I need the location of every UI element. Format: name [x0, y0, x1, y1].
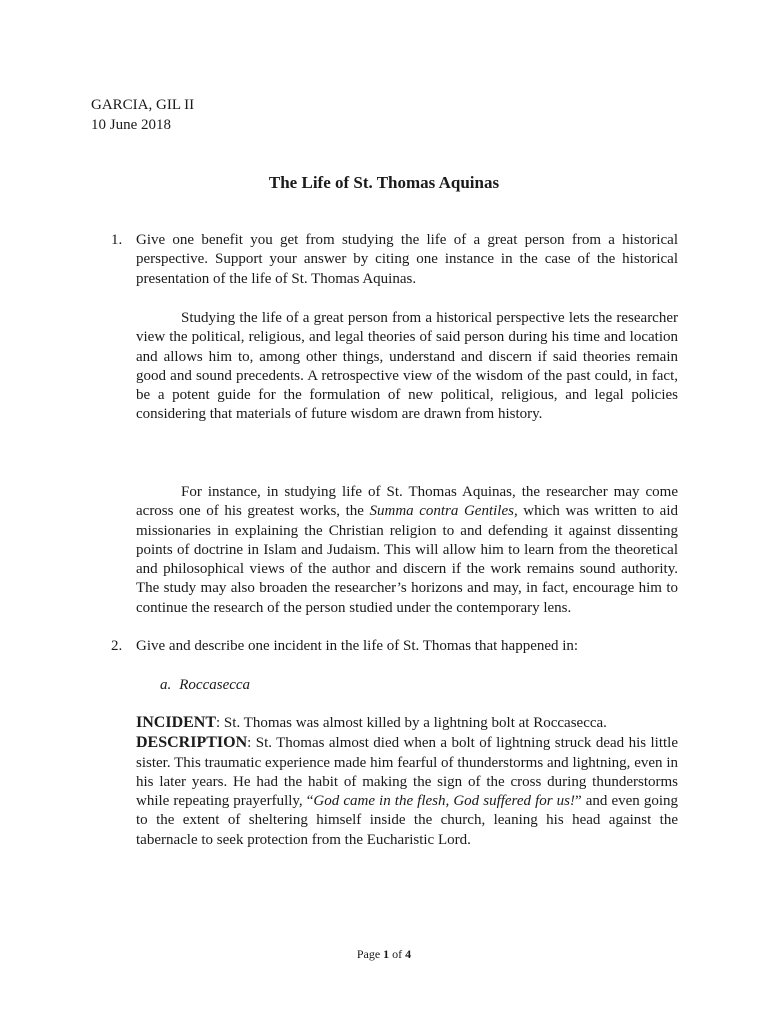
question-2 [111, 637, 678, 656]
question-1-prompt: Give one benefit you get from studying the life of a great person from a historical perspective. Support your answer by citing one instance in the case of the historical presentation of the life of St. Thomas Aquinas. [136, 232, 678, 287]
incident-line [136, 713, 678, 733]
footer-total-pages: 4 [405, 947, 412, 961]
document-title: The Life of St. Thomas Aquinas [268, 173, 500, 192]
document-date: 10 June 2018 [91, 117, 171, 133]
question-1 [111, 231, 678, 289]
answer-paragraph-1: Studying the life of a great person from a historical perspective lets the researcher view the political, religious, and legal theories of said person during his time and location and allows him to, among other things, understand and discern if said theories remain good and sound precedents. A retrospective view of the wisdom of the past could, in fact, be a potent guide for the formulation of new political, religious, and legal policies considering that materials of future wisdom are drawn from history. [136, 310, 678, 423]
page-footer [0, 946, 768, 962]
description-before: : St. Thomas almost died when a bolt of lightning struck dead his little sister. This traumatic experience made him fearful of thunderstorms and lightning, even in his later years. He had the habit of making the sign of the cross during thunderstorms while repeating prayerfully, “ [136, 735, 678, 810]
footer-current-page: 1 [383, 947, 390, 961]
answer-p2-after: , which was written to aid missionaries in explaining the Christian religion to and defending it against dissenting points of doctrine in Islam and Judaism. This will allow him to learn from the theoretical and philosophical views of the author and discern if the work remains sound authority. The study may also broaden the researcher’s horizons and may, in fact, encourage him to continue the research of the person studied under the contemporary lens. [136, 503, 678, 616]
question-1-number: 1. [111, 232, 123, 248]
sub-item-a [160, 676, 250, 695]
sub-item-a-place: Roccasecca [179, 677, 251, 693]
summa-title: Summa contra Gentiles [369, 503, 514, 520]
incident-text: : St. Thomas was almost killed by a lightning bolt at Roccasecca. [216, 715, 607, 731]
author-header [91, 95, 194, 135]
description-quote: God came in the flesh, God suffered for us! [313, 793, 575, 810]
answer-paragraph-2 [136, 483, 678, 618]
question-2-number: 2. [111, 638, 123, 654]
description-key: DESCRIPTION [136, 734, 248, 752]
description-paragraph [136, 733, 678, 850]
author-name: GARCIA, GIL II [91, 97, 195, 113]
description-after: ” and even going to the extent of sheltering himself inside the church, leaning his head against the tabernacle to seek protection from the Eucharistic Lord. [136, 793, 678, 848]
answer-p2-before: For instance, in studying life of St. Thomas Aquinas, the researcher may come across one of his greatest works, the [136, 484, 678, 520]
footer-page-word: Page [356, 947, 381, 961]
sub-item-a-label: a. [160, 677, 172, 693]
question-2-prompt: Give and describe one incident in the life of St. Thomas that happened in: [136, 638, 579, 654]
footer-of-word: of [392, 947, 403, 961]
incident-block [136, 713, 678, 850]
incident-key: INCIDENT [136, 714, 217, 731]
